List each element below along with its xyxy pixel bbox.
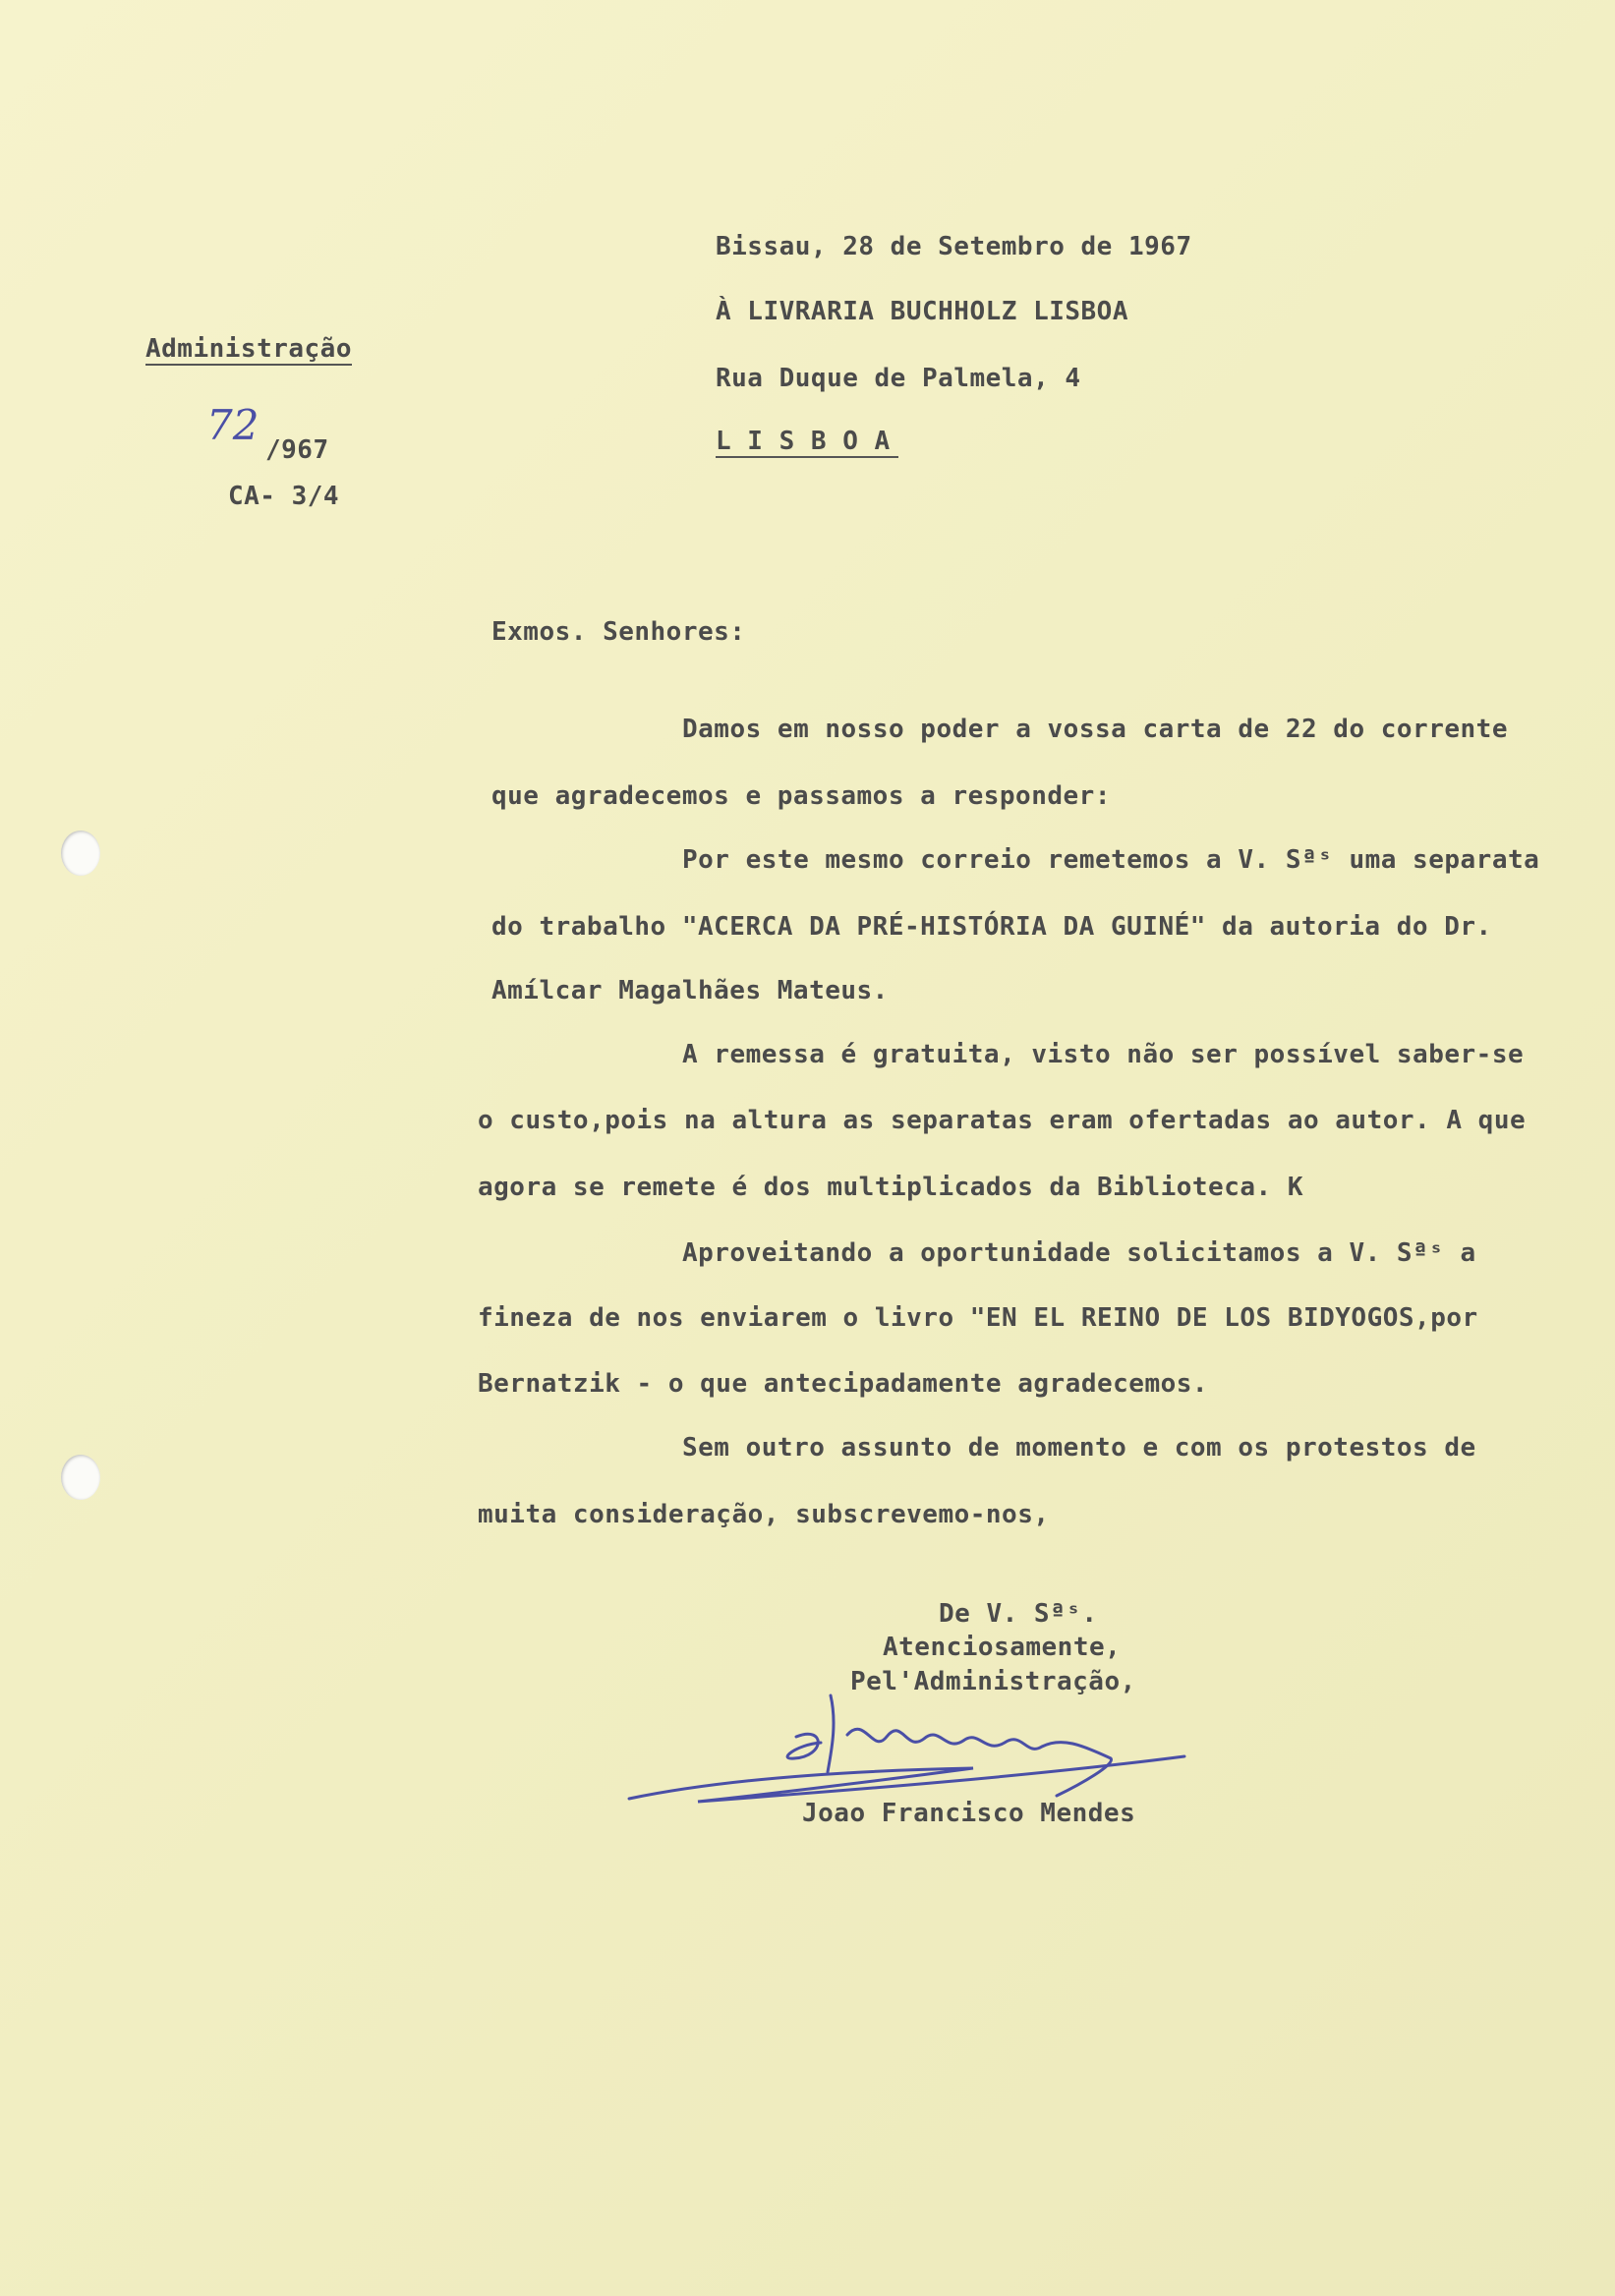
body-line: Damos em nosso poder a vossa carta de 22 do corrente xyxy=(682,715,1508,744)
body-line: Aproveitando a oportunidade solicitamos a V. Sªˢ a xyxy=(682,1238,1476,1268)
body-line: A remessa é gratuita, visto não ser possível saber-se xyxy=(682,1040,1525,1069)
ref-year: /967 xyxy=(265,435,329,465)
body-line: Por este mesmo correio remetemos a V. Sªˢ uma separata xyxy=(682,845,1540,875)
body-line: o custo,pois na altura as separatas eram ofertadas ao autor. A que xyxy=(478,1106,1527,1135)
body-line: que agradecemos e passamos a responder: xyxy=(491,781,1111,811)
recipient-name: À LIVRARIA BUCHHOLZ LISBOA xyxy=(716,297,1128,326)
body-line: do trabalho "ACERCA DA PRÉ-HISTÓRIA DA GUINÉ" da autoria do Dr. xyxy=(491,912,1492,942)
handwritten-ref-number: 72 xyxy=(206,401,260,449)
recipient-city: L I S B O A xyxy=(716,427,898,458)
body-line: muita consideração, subscrevemo-nos, xyxy=(478,1500,1050,1529)
closing-line-2: Atenciosamente, xyxy=(883,1633,1122,1662)
date-line: Bissau, 28 de Setembro de 1967 xyxy=(716,232,1192,261)
body-line: Bernatzik - o que antecipadamente agradecemos. xyxy=(478,1369,1209,1399)
body-line: agora se remete é dos multiplicados da Biblioteca. K xyxy=(478,1173,1303,1202)
body-line: fineza de nos enviarem o livro "EN EL REINO DE LOS BIDYOGOS,por xyxy=(478,1303,1478,1333)
punch-hole-top xyxy=(61,831,100,876)
ref-code: CA- 3/4 xyxy=(228,482,340,511)
punch-hole-bottom xyxy=(61,1455,100,1500)
closing-line-3: Pel'Administração, xyxy=(850,1667,1136,1696)
body-line: Amílcar Magalhães Mateus. xyxy=(491,976,889,1005)
signatory-name: Joao Francisco Mendes xyxy=(802,1799,1136,1828)
closing-line-1: De V. Sªˢ. xyxy=(939,1599,1098,1629)
recipient-street: Rua Duque de Palmela, 4 xyxy=(716,364,1081,393)
body-line: Sem outro assunto de momento e com os protestos de xyxy=(682,1433,1476,1463)
department-label: Administração xyxy=(145,334,352,364)
salutation: Exmos. Senhores: xyxy=(491,617,746,647)
